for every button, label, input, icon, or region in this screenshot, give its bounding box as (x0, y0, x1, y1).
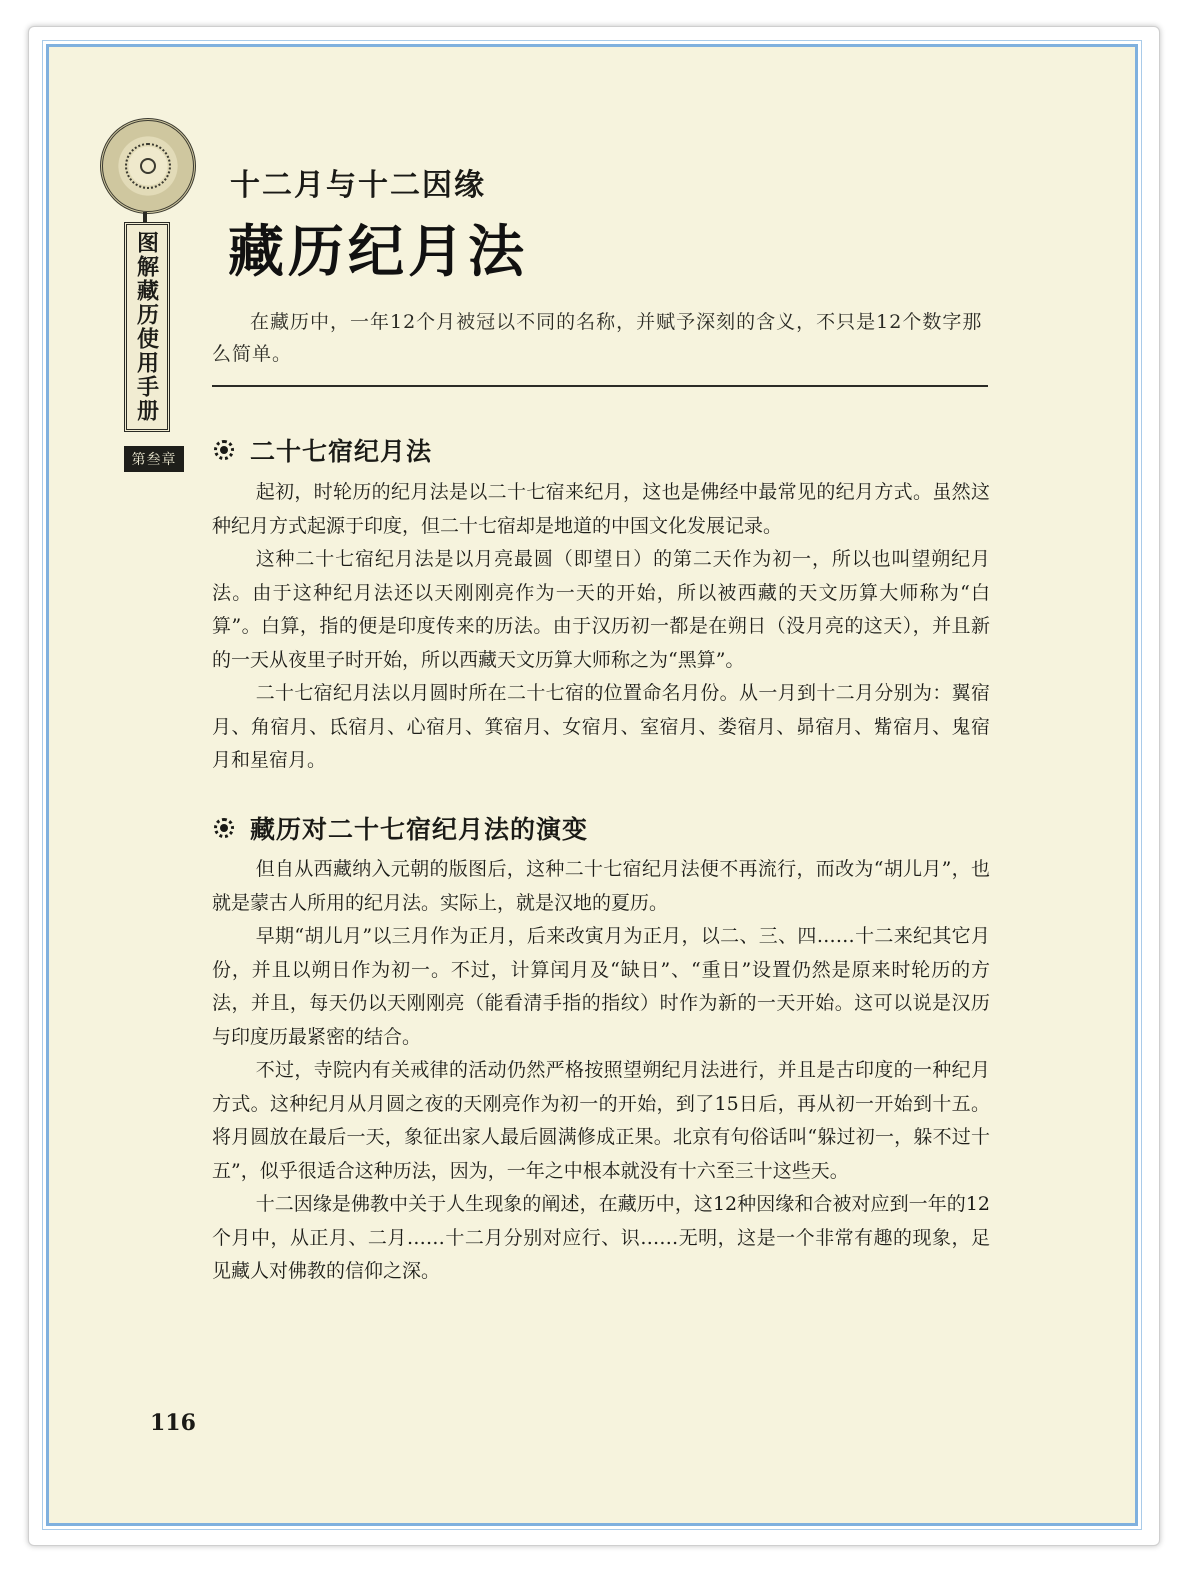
flower-bullet-icon (212, 816, 236, 840)
section-heading-1 (212, 432, 432, 468)
book-title-vertical: 图解藏历使用手册 (133, 231, 160, 423)
paragraph: 早期“胡儿月”以三月作为正月，后来改寅月为正月，以二、三、四……十二来纪其它月份，并且以朔日作为初一。不过，计算闰月及“缺日”、“重日”设置仍然是原来时轮历的方法，并且，每天仍以天刚刚亮（能看清手指的指纹）时作为新的一天开始。这可以说是汉历与印度历最紧密的结合。 (212, 925, 990, 1048)
divider (212, 385, 988, 387)
paragraph: 这种二十七宿纪月法是以月亮最圆（即望日）的第二天作为初一，所以也叫望朔纪月法。由于这种纪月法还以天刚刚亮作为一天的开始，所以被西藏的天文历算大师称为“白算”。白算，指的便是印度传来的历法。由于汉历初一都是在朔日（没月亮的这天），并且新的一天从夜里子时开始，所以西藏天文历算大师称之为“黑算”。 (212, 548, 990, 671)
chapter-tag: 第叁章 (124, 446, 184, 472)
page-title: 藏历纪月法 (228, 219, 528, 285)
seal-emblem-icon (100, 118, 196, 214)
paragraph: 二十七宿纪月法以月圆时所在二十七宿的位置命名月份。从一月到十二月分别为：翼宿月、角宿月、氐宿月、心宿月、箕宿月、女宿月、室宿月、娄宿月、昴宿月、觜宿月、鬼宿月和星宿月。 (212, 682, 990, 771)
section-heading-1-text: 二十七宿纪月法 (250, 437, 433, 466)
paragraph: 不过，寺院内有关戒律的活动仍然严格按照望朔纪月法进行，并且是古印度的一种纪月方式。这种纪月从月圆之夜的天刚亮作为初一的开始，到了15日后，再从初一开始到十五。将月圆放在最后一天，象征出家人最后圆满修成正果。北京有句俗话叫“躲过初一，躲不过十五”，似乎很适合这种历法，因为，一年之中根本就没有十六至三十这些天。 (212, 1059, 990, 1182)
flower-bullet-icon (212, 438, 236, 462)
book-page (46, 44, 1138, 1526)
page-number: 116 (150, 1410, 196, 1436)
section-2-body (212, 853, 990, 1289)
paragraph: 起初，时轮历的纪月法是以二十七宿来纪月，这也是佛经中最常见的纪月方式。虽然这种纪月方式起源于印度，但二十七宿却是地道的中国文化发展记录。 (212, 481, 990, 537)
page-subtitle: 十二月与十二因缘 (230, 168, 486, 203)
section-heading-2-text: 藏历对二十七宿纪月法的演变 (250, 815, 589, 844)
book-side-label (124, 222, 170, 432)
paragraph: 十二因缘是佛教中关于人生现象的阐述，在藏历中，这12种因缘和合被对应到一年的12个月中，从正月、二月……十二月分别对应行、识……无明，这是一个非常有趣的现象，足见藏人对佛教的信仰之深。 (212, 1193, 990, 1282)
section-heading-2 (212, 810, 588, 846)
intro-text: 在藏历中，一年12个月被冠以不同的名称，并赋予深刻的含义，不只是12个数字那么简单。 (212, 311, 983, 365)
section-1-body (212, 476, 990, 778)
paragraph: 但自从西藏纳入元朝的版图后，这种二十七宿纪月法便不再流行，而改为“胡儿月”，也就是蒙古人所用的纪月法。实际上，就是汉地的夏历。 (212, 858, 990, 914)
